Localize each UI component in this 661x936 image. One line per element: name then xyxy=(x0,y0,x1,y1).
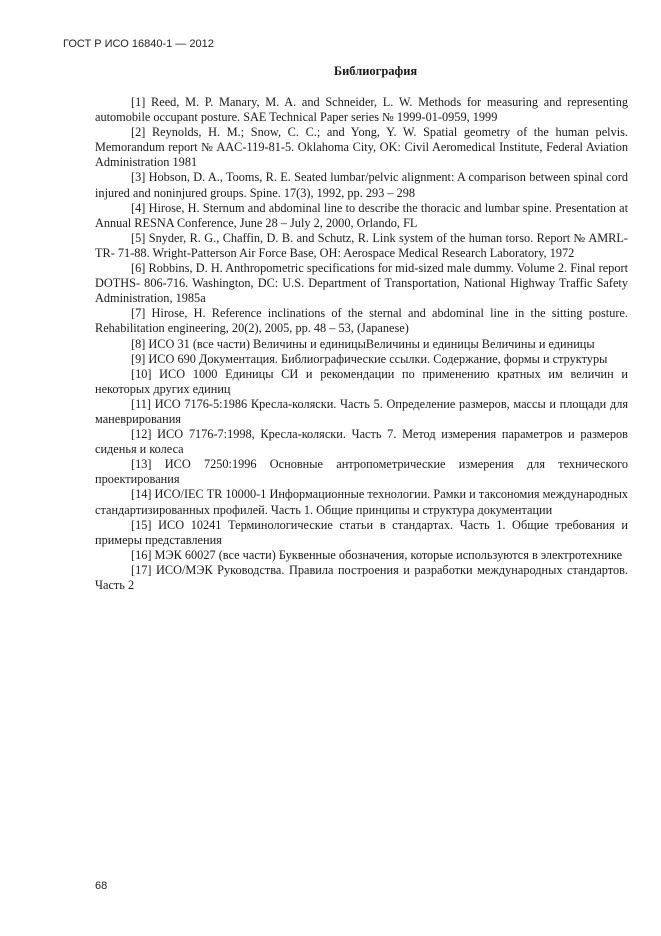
reference-item: [4] Hirose, H. Sternum and abdominal line to describe the thoracic and lumbar spine. Presentation at Annual RESNA Conference, June 28 – July 2, 2000, Orlando, FL xyxy=(95,200,628,230)
bibliography-title: Библиография xyxy=(333,64,418,78)
reference-item: [15] ИСО 10241 Терминологические статьи в стандартах. Часть 1. Общие требования и примеры представления xyxy=(95,517,628,547)
reference-item: [5] Snyder, R. G., Chaffin, D. B. and Schutz, R. Link system of the human torso. Report № AMRL-TR- 71-88. Wright-Patterson Air Force Base, OH: Aerospace Medical Research Laboratory, 1972 xyxy=(95,230,628,260)
reference-item: [6] Robbins, D. H. Anthropometric specifications for mid-sized male dummy. Volume 2. Final report DOTHS- 806-716. Washington, DC: U.S. Department of Transportation, National Highway Traffic Safety Administration, 1985a xyxy=(95,261,628,306)
reference-item: [12] ИСО 7176-7:1998, Кресла-коляски. Часть 7. Метод измерения параметров и размеров сиденья и колеса xyxy=(95,427,628,457)
reference-item: [7] Hirose, H. Reference inclinations of the sternal and abdominal line in the sitting posture. Rehabilitation engineering, 20(2), 2005, pp. 48 – 53, (Japanese) xyxy=(95,306,628,336)
reference-item: [11] ИСО 7176-5:1986 Кресла-коляски. Часть 5. Определение размеров, массы и площади для маневрирования xyxy=(95,396,628,426)
reference-item: [13] ИСО 7250:1996 Основные антропометрические измерения для технического проектирования xyxy=(95,457,628,487)
reference-item: [3] Hobson, D. A., Tooms, R. E. Seated lumbar/pelvic alignment: A comparison between spinal cord injured and noninjured groups. Spine. 17(3), 1992, pp. 293 – 298 xyxy=(95,170,628,200)
reference-item: [16] МЭК 60027 (все части) Буквенные обозначения, которые используются в электротехнике xyxy=(131,547,623,562)
standard-header: ГОСТ Р ИСО 16840-1 — 2012 xyxy=(63,38,214,50)
reference-item: [1] Reed, M. P. Manary, M. A. and Schneider, L. W. Methods for measuring and representing automobile occupant posture. SAE Technical Paper series № 1999-01-0959, 1999 xyxy=(95,95,628,125)
reference-item: [17] ИСО/МЭК Руководства. Правила построения и разработки международных стандартов. Часть 2 xyxy=(95,562,628,592)
reference-item: [8] ИСО 31 (все части) Величины и единицыВеличины и единицы Величины и единицы xyxy=(131,336,595,351)
reference-item: [10] ИСО 1000 Единицы СИ и рекомендации по применению кратных им величин и некоторых других единиц xyxy=(95,366,628,396)
reference-list xyxy=(95,95,628,593)
page-number: 68 xyxy=(95,880,108,892)
reference-item: [2] Reynolds, H. M.; Snow, C. C.; and Yong, Y. W. Spatial geometry of the human pelvis. Memorandum report № AAC-119-81-5. Oklahoma City, OK: Civil Aeromedical Institute, Federal Aviation Administration 1981 xyxy=(95,125,628,170)
reference-item: [14] ИСО/IEC TR 10000-1 Информационные технологии. Рамки и таксономия международных стандартизированных профилей. Часть 1. Общие принципы и структура документации xyxy=(95,487,629,517)
reference-item: [9] ИСО 690 Документация. Библиографические ссылки. Содержание, формы и структуры xyxy=(131,351,608,366)
